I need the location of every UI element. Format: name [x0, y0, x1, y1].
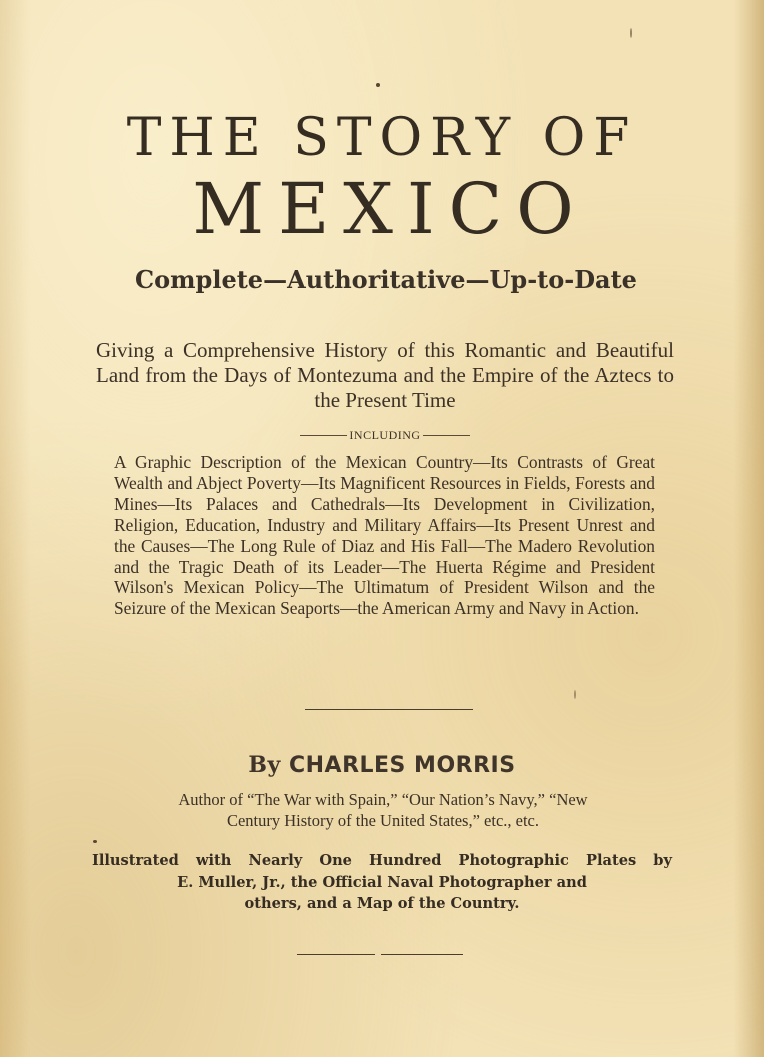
divider-rule-right — [423, 435, 470, 436]
title-line-2: MEXICO — [192, 168, 588, 250]
paper-speck — [574, 690, 576, 699]
divider-rule-left — [300, 435, 347, 436]
byline-by: By — [248, 752, 281, 778]
including-divider — [300, 428, 470, 443]
bottom-rule-right — [381, 954, 463, 955]
illustration-credit-line-2: E. Muller, Jr., the Official Naval Photographer and — [177, 873, 587, 891]
author-name: CHARLES MORRIS — [288, 753, 516, 778]
title-line-1: THE STORY OF — [126, 108, 638, 168]
including-label: INCLUDING — [349, 428, 421, 442]
bottom-rule-left — [297, 954, 375, 955]
contents-paragraph: A Graphic Description of the Mexican Country—Its Contrasts of Great Wealth and Abject Poverty—Its Magnificent Resources in Fields, Forests and Mines—Its Palaces and Cathedrals—Its Development in Civilization, Religion, Education, Industry and Military Affairs—Its Present Unrest and the Causes—The Long Rule of Diaz and His Fall—The Madero Revolution and the Tragic Death of its Leader—The Huerta Régime and President Wilson's Mexican Policy—The Ultimatum of President Wilson and the Seizure of the Mexican Seaports—the American Army and Navy in Action. — [114, 452, 655, 619]
author-note-line-1: Author of “The War with Spain,” “Our Nation’s Navy,” “New — [178, 790, 588, 809]
illustration-credit-line-1: Illustrated with Nearly One Hundred Photographic Plates by — [92, 852, 672, 869]
author-note — [110, 789, 656, 831]
description: Giving a Comprehensive History of this Romantic and Beautiful Land from the Days of Montezuma and the Empire of the Aztecs to the Present Time — [96, 338, 674, 412]
paper-speck — [376, 83, 380, 87]
illustration-credit-line-3: others, and a Map of the Country. — [244, 895, 520, 912]
author-note-line-2: Century History of the United States,” etc., etc. — [226, 811, 540, 830]
byline — [0, 752, 764, 778]
separator-rule — [305, 709, 473, 710]
illustration-credit — [92, 850, 672, 915]
paper-speck — [93, 840, 97, 843]
subtitle: Complete—Authoritative—Up-to-Date — [135, 265, 637, 294]
paper-speck — [630, 28, 632, 38]
